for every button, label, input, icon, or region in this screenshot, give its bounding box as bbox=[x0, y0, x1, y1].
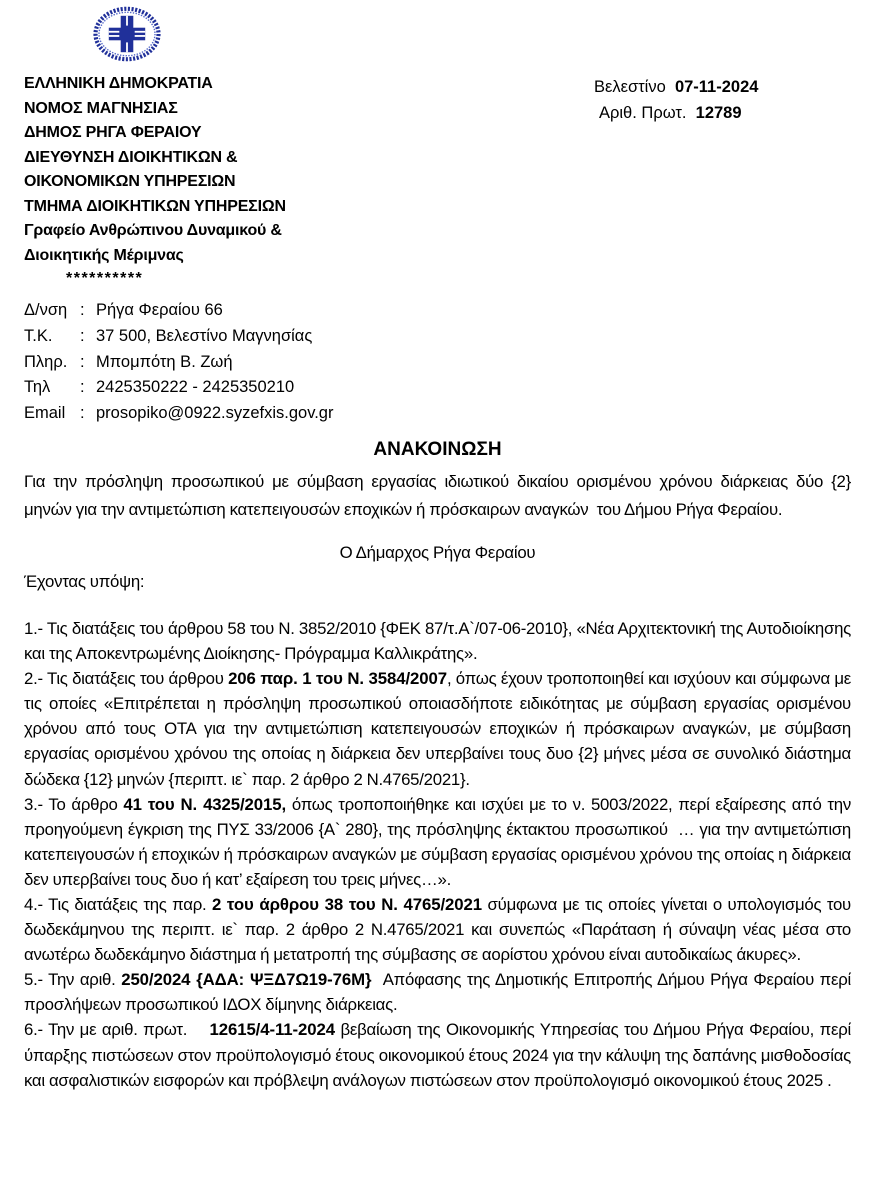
contact-row-address bbox=[24, 298, 851, 324]
contact-value-address: Ρήγα Φεραίου 66 bbox=[96, 301, 223, 319]
contact-row-person bbox=[24, 350, 851, 376]
contact-value-person: Μπομπότη Β. Ζωή bbox=[96, 352, 233, 371]
having-regard-line: Έχοντας υπόψη: bbox=[24, 571, 145, 591]
legal-item-4 bbox=[24, 892, 851, 967]
authority-line: ΟΙΚΟΝΟΜΙΚΩΝ ΥΠΗΡΕΣΙΩΝ bbox=[24, 173, 236, 190]
contact-label: Πληρ. bbox=[24, 352, 68, 371]
contact-row-phone bbox=[24, 375, 851, 401]
date-line bbox=[594, 74, 758, 100]
item-bold-ref: 250/2024 {ΑΔΑ: ΨΞΔ7Ω19-76Μ} bbox=[121, 970, 372, 990]
legal-item-2 bbox=[24, 666, 851, 791]
document-date: 07-11-2024 bbox=[674, 78, 759, 96]
mayor-heading: Ο Δήμαρχος Ρήγα Φεραίου bbox=[339, 542, 536, 562]
emblem-icon bbox=[90, 6, 164, 62]
authority-line: Διοικητικής Μέριμνας bbox=[24, 246, 184, 264]
legal-item-5 bbox=[24, 967, 851, 1017]
legal-items-list bbox=[24, 616, 851, 1093]
stars-divider: ********** bbox=[66, 270, 144, 287]
contact-label: Email bbox=[24, 404, 66, 423]
item-text: 5.- Την αριθ. bbox=[24, 970, 122, 990]
contact-block bbox=[24, 298, 851, 427]
protocol-line bbox=[594, 100, 758, 126]
contact-value-phone: 2425350222 - 2425350210 bbox=[96, 378, 295, 397]
hellenic-republic-emblem-logo bbox=[90, 6, 164, 62]
item-text: όπως τροποποιήθηκε και ισχύει με το ν. 5003/2022, περί εξαίρεσης από την προηγούμενη έγκριση της ΠΥΣ 33/2006 {Α` 280}, της πρόσληψης έκτακτου προσωπικού … για την αντιμετώπιση κατεπειγουσών ή εποχικών ή πρόσκαιρων αναγκών με σύμβαση εργασίας ορισμένου χρόνου της οποίας η διάρκεια δεν υπερβαίνει τους δυο ή κατ’ εξαίρεση του τρεις μήνες…». bbox=[24, 794, 851, 889]
item-text: 1.- Τις διατάξεις του άρθρου 58 του Ν. 3852/2010 {ΦΕΚ 87/τ.Α`/07-06-2010}, «Νέα Αρχιτεκτονική της Αυτοδιοίκησης και της Αποκεντρωμένης Διοίκησης- Πρόγραμμα Καλλικράτης». bbox=[24, 618, 851, 664]
authority-line: ΕΛΛΗΝΙΚΗ ΔΗΜΟΚΡΑΤΙΑ bbox=[24, 75, 213, 92]
item-text: 2.- Τις διατάξεις του άρθρου bbox=[24, 669, 229, 689]
item-text: 4.- Τις διατάξεις της παρ. bbox=[24, 895, 212, 915]
contact-label: Τ.Κ. bbox=[24, 326, 53, 345]
contact-separator: : bbox=[80, 404, 85, 423]
authority-line: ΤΜΗΜΑ ΔΙΟΙΚΗΤΙΚΩΝ ΥΠΗΡΕΣΙΩΝ bbox=[24, 197, 286, 215]
item-text: 3.- Το άρθρο bbox=[24, 794, 124, 814]
contact-separator: : bbox=[80, 301, 85, 319]
item-text: βεβαίωση της Οικονομικής Υπηρεσίας του Δήμου Ρήγα Φεραίου, περί ύπαρξης πιστώσεων στον προϋπολογισμό έτους οικονομικού έτους 2024 για την κάλυψη της δαπάνης μισθοδοσίας και ασφαλιστικών εισφορών και πρόβλεψη ανάλογων πιστώσεων στον προϋπολογισμό οικονομικού έτους 2025 . bbox=[24, 1020, 852, 1090]
intro-paragraph: Για την πρόσληψη προσωπικού με σύμβαση εργασίας ιδιωτικού δικαίου ορισμένου χρόνου διάρκειας δύο {2} μηνών για την αντιμετώπιση κατεπειγουσών εποχικών ή πρόσκαιρων αναγκών του Δήμου Ρήγα Φεραίου. bbox=[24, 471, 851, 519]
authority-line: ΝΟΜΟΣ ΜΑΓΝΗΣΙΑΣ bbox=[24, 99, 178, 117]
item-bold-ref: 2 του άρθρου 38 του Ν. 4765/2021 bbox=[211, 895, 482, 915]
protocol-label: Αριθ. Πρωτ. bbox=[599, 104, 687, 122]
document-title: ΑΝΑΚΟΙΝΩΣΗ bbox=[373, 438, 502, 460]
legal-item-3 bbox=[24, 792, 851, 892]
contact-row-postcode bbox=[24, 324, 851, 350]
contact-label: Τηλ bbox=[24, 378, 51, 397]
legal-item-6 bbox=[24, 1017, 851, 1092]
contact-label: Δ/νση bbox=[24, 301, 68, 319]
item-text: 6.- Την με αριθ. πρωτ. bbox=[24, 1020, 210, 1040]
protocol-number: 12789 bbox=[695, 104, 742, 122]
item-bold-ref: 12615/4-11-2024 bbox=[209, 1020, 335, 1040]
contact-separator: : bbox=[80, 378, 85, 397]
item-text: σύμφωνα με τις οποίες γίνεται ο υπολογισμός του δωδεκάμηνου της περιπτ. ιε` παρ. 2 άρθρο 2 Ν.4765/2021 και συνεπώς «Παράταση ή σύναψη νέας μέσα στο ανωτέρω δωδεκάμηνο διάστημα ή μετατροπή της σύμβασης σε αορίστου χρόνου είναι αυτοδικαίως άκυρες». bbox=[24, 895, 851, 965]
header-right-block bbox=[594, 74, 758, 126]
authority-line: Γραφείο Ανθρώπινου Δυναμικού & bbox=[24, 222, 282, 239]
place-label: Βελεστίνο bbox=[594, 78, 666, 96]
authority-line: ΔΙΕΥΘΥΝΣΗ ΔΙΟΙΚΗΤΙΚΩΝ & bbox=[24, 148, 238, 166]
item-text: , όπως έχουν τροποποιηθεί και ισχύουν και σύμφωνα με τις οποίες «Επιτρέπεται η πρόσληψη προσωπικού οποιασδήποτε ειδικότητας με σύμβαση εργασίας ορισμένου χρόνου από τους ΟΤΑ για την αντιμετώπιση κατεπειγουσών εποχικών ή πρόσκαιρων αναγκών, με σύμβαση εργασίας ορισμένου χρόνου της οποίας η διάρκεια δεν υπερβαίνει τους δυο {2} μήνες μέσα σε συνολικό διάστημα δώδεκα {12} μηνών {περιπτ. ιε` παρ. 2 άρθρο 2 Ν.4765/2021}. bbox=[24, 669, 851, 789]
item-text: Απόφασης της Δημοτικής Επιτροπής Δήμου Ρήγα Φεραίου περί προσλήψεων προσωπικού ΙΔΟΧ δίμηνης διάρκειας. bbox=[24, 970, 851, 1015]
legal-item-1 bbox=[24, 616, 851, 666]
contact-row-email bbox=[24, 401, 851, 427]
item-bold-ref: 206 παρ. 1 του Ν. 3584/2007 bbox=[228, 669, 447, 689]
contact-value-postcode: 37 500, Βελεστίνο Μαγνησίας bbox=[96, 326, 313, 345]
contact-separator: : bbox=[80, 352, 85, 371]
item-bold-ref: 41 του Ν. 4325/2015, bbox=[123, 794, 287, 814]
contact-value-email: prosopiko@0922.syzefxis.gov.gr bbox=[96, 404, 334, 423]
authority-line: ΔΗΜΟΣ ΡΗΓΑ ΦΕΡΑΙΟΥ bbox=[24, 124, 202, 141]
contact-separator: : bbox=[80, 326, 85, 345]
